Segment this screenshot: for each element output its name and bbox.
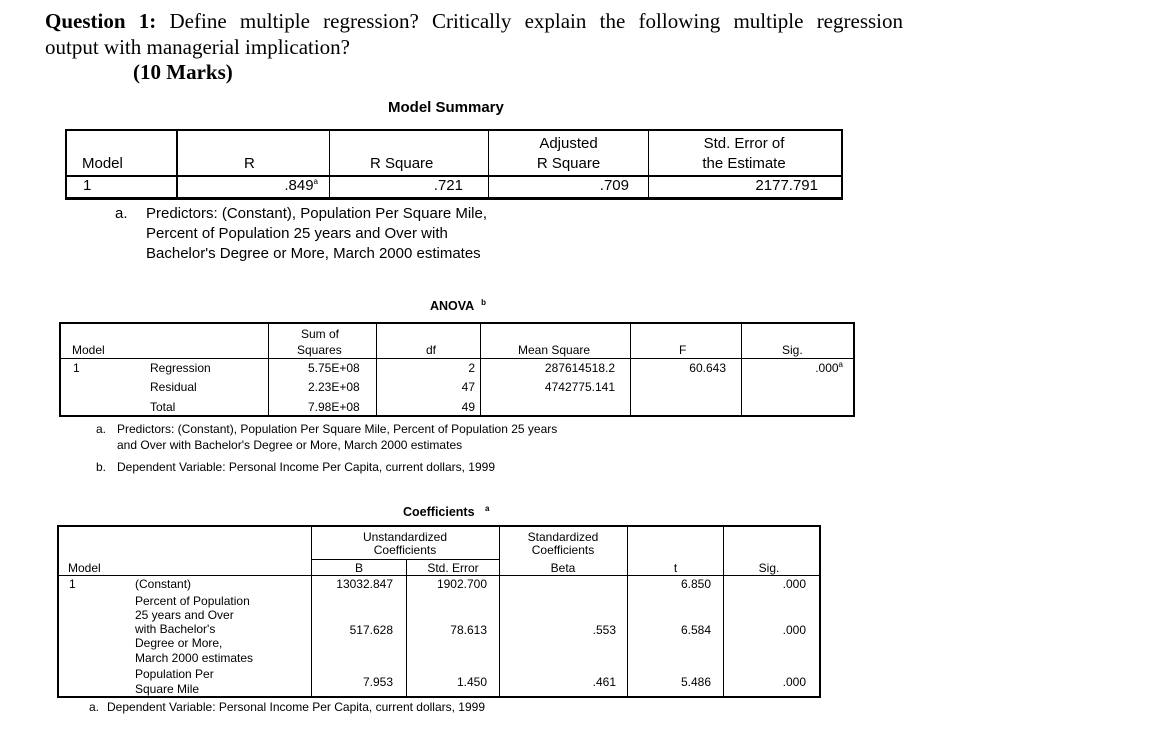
coef-header-rule [59,575,819,576]
coef-row-sig: .000 [782,577,806,591]
ms-header-r-square: R Square [370,155,434,172]
ms-header-model: Model [82,155,123,172]
coef-header-unstd-1: Unstandardized [362,530,448,544]
anova-row-ss: 5.75E+08 [308,361,360,375]
ms-cell-r-value: .849 [284,177,314,194]
coef-row-t: 6.584 [680,623,711,637]
coef-row-se: 1.450 [456,675,487,689]
ms-header-se-2: the Estimate [702,155,786,172]
ms-header-adj-2: R Square [536,155,601,172]
anova-row-ms: 287614518.2 [544,361,615,375]
coef-row-label: with Bachelor's [135,622,216,636]
question-label: Question 1: [45,9,157,33]
anova-divider [268,324,269,415]
ms-cell-model: 1 [83,177,92,194]
anova-header-sig: Sig. [782,343,803,357]
anova-row-f: 60.643 [689,361,726,375]
ms-cell-r [178,177,318,194]
anova-row-label: Residual [150,380,197,394]
anova-row-df: 2 [468,361,475,375]
ms-cell-std-error: 2177.791 [755,177,818,194]
anova-row-sig-value: .000 [815,361,839,375]
coefficients-title [403,505,489,519]
coef-divider [627,527,628,696]
anova-row-ss: 2.23E+08 [308,380,360,394]
anova-row-ss: 7.98E+08 [308,400,360,414]
anova-header-df: df [426,343,437,357]
anova-header-ss-1: Sum of [301,327,340,341]
anova-title-text: ANOVA [430,299,475,313]
anova-header-f: F [679,343,687,357]
anova-row-sig-sup: a [838,360,843,369]
coef-row-sig: .000 [782,675,806,689]
ms-footnote-line-1: Predictors: (Constant), Population Per Square Mile, [146,205,487,222]
ms-footnote-line-2: Percent of Population 25 years and Over with [146,225,448,242]
coef-divider [723,527,724,696]
ms-cell-r-sup: a [313,177,318,186]
coef-row-se: 78.613 [450,623,487,637]
coef-row-sig: .000 [782,623,806,637]
coef-header-b: B [354,561,363,575]
coef-header-unstd-2: Coefficients [373,543,437,557]
anova-row-sig [742,361,843,375]
coef-row-b: 7.953 [362,675,393,689]
ms-header-r: R [244,155,255,172]
anova-row-ms: 4742775.141 [544,380,615,394]
question-marks: (10 Marks) [133,60,233,84]
coef-row-label: Population Per [135,667,214,681]
anova-footnote-a-line-2: and Over with Bachelor's Degree or More, March 2000 estimates [117,438,463,452]
question-text-1: Define multiple regression? Critically explain the following multiple regression [156,9,903,33]
question-line-1 [45,8,903,34]
coef-header-sig: Sig. [758,561,780,575]
coef-row-b: 13032.847 [336,577,393,591]
coef-header-t: t [673,561,678,575]
coef-row-label: Percent of Population [135,594,250,608]
ms-footnote-line-3: Bachelor's Degree or More, March 2000 estimates [146,245,481,262]
coef-header-std-1: Standardized [527,530,599,544]
anova-footnote-b-marker: b. [96,460,107,474]
coefficients-title-sup: a [484,503,490,513]
model-summary-title: Model Summary [388,99,504,116]
anova-row-label: Regression [150,361,211,375]
anova-row-label: Total [150,400,176,414]
anova-header-ms: Mean Square [518,343,591,357]
ms-cell-r-square: .721 [433,177,463,194]
coef-header-std-2: Coefficients [531,543,595,557]
coef-row-t: 6.850 [680,577,711,591]
anova-footnote-a-line-1: Predictors: (Constant), Population Per Square Mile, Percent of Population 25 years [117,422,558,436]
anova-header-rule [61,358,853,359]
anova-row-df: 47 [461,380,475,394]
ms-header-se-1: Std. Error of [703,135,785,152]
coef-row-label: (Constant) [135,577,192,591]
coef-model-num: 1 [69,577,76,591]
coef-row-label: March 2000 estimates [135,651,254,665]
anova-model-num: 1 [73,361,80,375]
coef-row-label: Square Mile [135,682,200,696]
coef-row-b: 517.628 [349,623,393,637]
coef-row-se: 1902.700 [436,577,487,591]
coef-header-se: Std. Error [427,561,479,575]
coef-header-beta: Beta [550,561,576,575]
anova-footnote-b-line-1: Dependent Variable: Personal Income Per Capita, current dollars, 1999 [117,460,495,474]
anova-header-model: Model [72,343,105,357]
anova-row-df: 49 [461,400,475,414]
coef-row-label: 25 years and Over [135,608,234,622]
coef-row-beta: .553 [592,623,616,637]
anova-footnote-a-marker: a. [96,422,107,436]
coef-row-beta: .461 [592,675,616,689]
coef-row-label: Degree or More, [135,636,223,650]
ms-footnote-marker: a. [115,205,128,222]
coef-footnote-line-1: Dependent Variable: Personal Income Per Capita, current dollars, 1999 [107,700,485,714]
anova-header-ss-2: Squares [297,343,342,357]
ms-header-adj-1: Adjusted [539,135,598,152]
coef-row-t: 5.486 [680,675,711,689]
coefficients-title-text: Coefficients [403,505,475,519]
question-line-2: output with managerial implication? [45,35,351,59]
coef-group-rule [311,559,499,560]
coef-footnote-marker: a. [89,700,100,714]
ms-cell-adj-r-square: .709 [599,177,629,194]
anova-title [430,299,486,313]
coef-header-model: Model [68,561,101,575]
anova-title-sup: b [481,297,487,307]
